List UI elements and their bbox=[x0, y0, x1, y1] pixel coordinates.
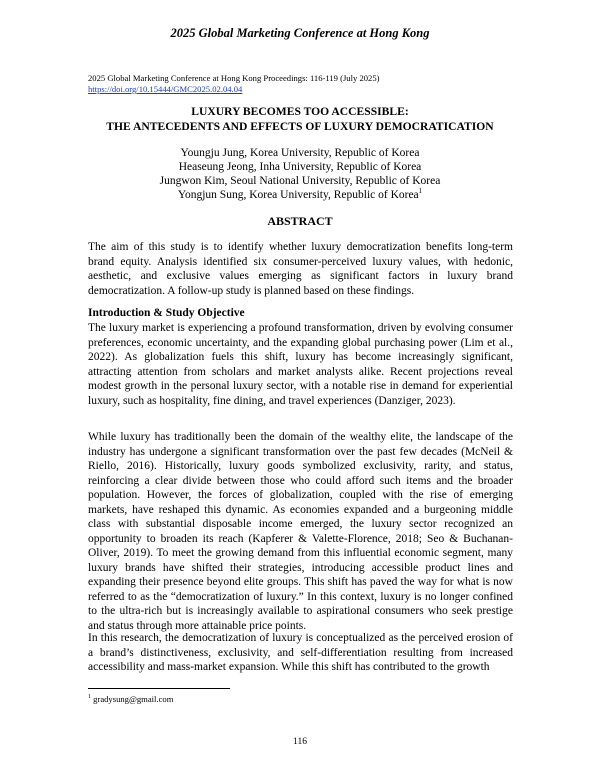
proceedings-citation: 2025 Global Marketing Conference at Hong Kong Proceedings: 116-119 (July 2025) bbox=[88, 73, 380, 83]
paper-title bbox=[0, 105, 600, 134]
footnote bbox=[88, 694, 173, 704]
conference-header: 2025 Global Marketing Conference at Hong Kong bbox=[170, 26, 430, 40]
author-line bbox=[0, 186, 600, 203]
proceedings-info bbox=[88, 73, 380, 95]
author-line: Youngju Jung, Korea University, Republic of Korea bbox=[180, 147, 420, 159]
section-heading: Introduction & Study Objective bbox=[88, 307, 245, 319]
author-name: Yongjun Sung, Korea University, Republic of Korea bbox=[177, 188, 419, 201]
body-paragraph: While luxury has traditionally been the domain of the wealthy elite, the landscape of the industry has undergone a significant transformation over the past few decades (McNeil & Riello, 2016). Historically, luxury goods symbolized exclusivity, rarity, and status, reinforcing a clear divide between those who could afford such items and the broader population. However, the forces of globalization, coupled with the rise of emerging markets, have reshaped this dynamic. As economies expanded and a burgeoning middle class with substantial disposable income emerged, the luxury sector recognized an opportunity to broaden its reach (Kapferer & Valette-Florence, 2018; Seo & Buchanan-Oliver, 2019). To meet the growing demand from this influential economic segment, many luxury brands have shifted their strategies, introducing accessible product lines and expanding their presence beyond elite groups. This shift has paved the way for what is now referred to as the “democratization of luxury.” In this context, luxury is no longer confined to the ultra-rich but is increasingly available to aspirational consumers who seek prestige and status through more attainable price points. bbox=[88, 431, 513, 632]
abstract-text: The aim of this study is to identify whether luxury democratization benefits long-term brand equity. Analysis identified six consumer-perceived luxury values, with hedonic, aesthetic, and exclusive values emerging as significant factors in luxury brand democratization. A follow-up study is planned based on these findings. bbox=[88, 241, 513, 297]
doi-link[interactable]: https://doi.org/10.15444/GMC2025.02.04.04 bbox=[88, 84, 243, 94]
author-line: Heaseung Jeong, Inha University, Republic of Korea bbox=[178, 160, 422, 173]
body-paragraph: The luxury market is experiencing a profound transformation, driven by evolving consumer preferences, economic uncertainty, and the expanding global purchasing power (Lim et al., 2022). As globalization fuels this shift, luxury has become increasingly significant, attracting attention from scholars and market analysts alike. Recent projections reveal modest growth in the personal luxury sector, with a notable rise in demand for experiential luxury, such as hospitality, fine dining, and travel experiences (Danziger, 2023). bbox=[88, 322, 513, 407]
author-list bbox=[0, 147, 600, 203]
title-line-1: LUXURY BECOMES TOO ACCESSIBLE: bbox=[191, 105, 409, 118]
body-paragraph: In this research, the democratization of luxury is conceptualized as the perceived erosion of a brand’s distinctiveness, exclusivity, and self-differentiation resulting from increased accessibility and mass-market expansion. While this shift has contributed to the growth bbox=[88, 632, 513, 673]
page-number: 116 bbox=[293, 737, 307, 747]
footnote-marker: 1 bbox=[418, 186, 423, 195]
author-line: Jungwon Kim, Seoul National University, Republic of Korea bbox=[159, 174, 441, 187]
footnote-email: gradysung@gmail.com bbox=[93, 694, 174, 704]
abstract-heading: ABSTRACT bbox=[267, 214, 333, 228]
title-line-2: THE ANTECEDENTS AND EFFECTS OF LUXURY DEMOCRATICATION bbox=[106, 119, 494, 133]
footnote-divider bbox=[88, 688, 230, 689]
footnote-number: 1 bbox=[88, 694, 91, 701]
